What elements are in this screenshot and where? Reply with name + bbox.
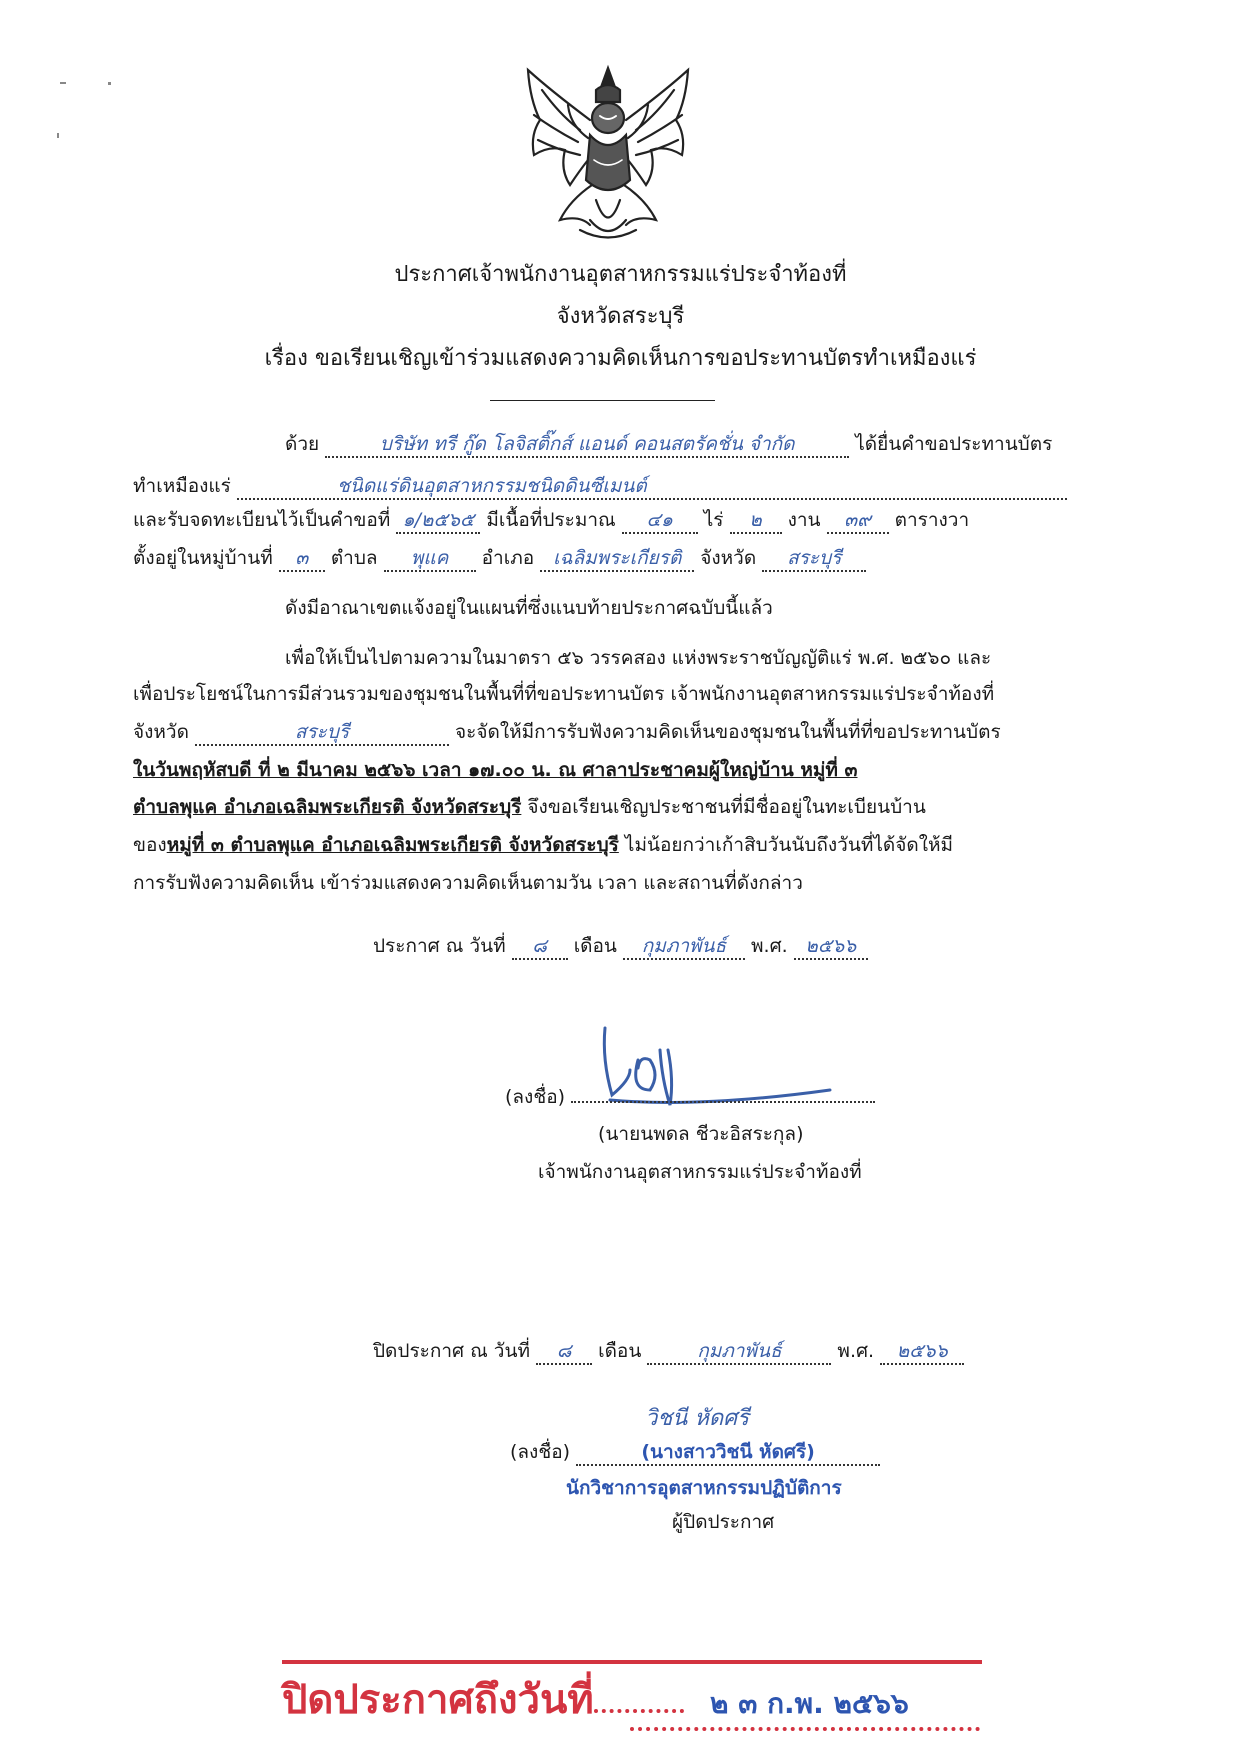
village-no: ๓ <box>295 547 309 569</box>
signatory-1-position: เจ้าพนักงานอุตสาหกรรมแร่ประจำท้องที่ <box>538 1161 862 1183</box>
wa-field <box>827 508 889 534</box>
announce-date-row <box>373 934 868 960</box>
label-province: จังหวัด <box>700 547 757 569</box>
posting-month: กุมภาพันธ์ <box>697 1340 782 1362</box>
request-no: ๑/๒๕๖๕ <box>402 509 475 531</box>
form-row-2 <box>133 474 1067 500</box>
posting-year: ๒๕๖๖ <box>896 1340 948 1362</box>
label-mine: ทำเหมืองแร่ <box>133 475 231 497</box>
announce-month: กุมภาพันธ์ <box>641 935 727 957</box>
rai-field <box>622 508 698 534</box>
signatory-1-name: (นายนพดล ชีวะอิสระกุล) <box>598 1123 804 1145</box>
form-row-4 <box>133 546 866 572</box>
announce-month-field <box>623 934 745 960</box>
resident-area: หมู่ที่ ๓ ตำบลพุแค อำเภอเฉลิมพระเกียรติ จังหวัดสระบุรี <box>166 834 619 856</box>
label-amphoe: อำเภอ <box>481 547 535 569</box>
rai-value: ๔๑ <box>646 509 673 531</box>
para-line-7: การรับฟังความคิดเห็น เข้าร่วมแสดงความคิดเห็นตามวัน เวลา และสถานที่ดังกล่าว <box>133 872 803 894</box>
village-field <box>279 546 325 572</box>
mineral-type: ชนิดแร่ดินอุตสาหกรรมชนิดดินซีเมนต์ <box>336 475 647 497</box>
amphoe-field <box>540 546 694 572</box>
tambon-field <box>384 546 476 572</box>
signature-2-handwritten: วิชนี หัดศรี <box>645 1406 749 1431</box>
province-value-2: สระบุรี <box>294 721 350 743</box>
form-row-1 <box>285 432 1052 458</box>
stamp-text: ปิดประกาศถึงวันที่ <box>282 1677 594 1723</box>
ngan-value: ๒ <box>749 509 762 531</box>
sign-label-2: (ลงชื่อ) <box>510 1441 571 1463</box>
label-year-2: พ.ศ. <box>837 1340 875 1362</box>
label-duay: ด้วย <box>285 433 320 455</box>
title-line-2: จังหวัดสระบุรี <box>556 304 685 329</box>
posting-month-field <box>647 1339 831 1365</box>
posting-end-stamp <box>282 1675 684 1725</box>
label-area: มีเนื้อที่ประมาณ <box>486 509 616 531</box>
garuda-emblem <box>520 60 695 245</box>
province-value: สระบุรี <box>787 547 842 569</box>
para-line-1: เพื่อให้เป็นไปตามความในมาตรา ๕๖ วรรคสอง แห่งพระราชบัญญัติแร่ พ.ศ. ๒๕๖๐ และ <box>285 647 992 669</box>
scan-speck <box>57 133 59 138</box>
stamp-top-line <box>282 1660 982 1664</box>
hearing-location: ตำบลพุแค อำเภอเฉลิมพระเกียรติ จังหวัดสระบุรี <box>133 796 522 818</box>
label-posting-date: ปิดประกาศ ณ วันที่ <box>373 1340 530 1362</box>
hearing-date-line: ในวันพฤหัสบดี ที่ ๒ มีนาคม ๒๕๖๖ เวลา ๑๗.๐๐ น. ณ ศาลาประชาคมผู้ใหญ่บ้าน หมู่ที่ ๓ <box>133 759 858 781</box>
signatory-2-position: นักวิชาการอุตสาหกรรมปฏิบัติการ <box>566 1477 842 1499</box>
wa-value: ๓๙ <box>844 509 872 531</box>
label-year: พ.ศ. <box>751 935 788 957</box>
announce-day: ๘ <box>532 935 547 957</box>
para-line-5 <box>133 795 926 819</box>
amphoe-value: เฉลิมพระเกียรติ <box>553 547 682 569</box>
request-no-field <box>396 508 480 534</box>
form-row-3 <box>133 508 969 534</box>
label-province-2: จังหวัด <box>133 721 189 743</box>
label-tambon: ตำบล <box>330 547 378 569</box>
announce-day-field <box>512 934 568 960</box>
label-ngan: งาน <box>787 509 821 531</box>
para-line-3 <box>133 720 1001 746</box>
tambon-value: พุแค <box>410 547 449 569</box>
label-request: ได้ยื่นคำขอประทานบัตร <box>855 433 1053 455</box>
signatory-2-name: (นางสาววิชนี หัดศรี) <box>641 1441 815 1463</box>
para-line-6-rest: ไม่น้อยกว่าเก้าสิบวันนับถึงวันที่ได้จัดให้มี <box>624 834 954 856</box>
label-request-no: และรับจดทะเบียนไว้เป็นคำขอที่ <box>133 509 391 531</box>
posting-day: ๘ <box>556 1340 572 1362</box>
signature-2-row <box>510 1440 880 1466</box>
para-line-6 <box>133 833 953 857</box>
posting-date-row <box>373 1339 964 1365</box>
title-line-1: ประกาศเจ้าพนักงานอุตสาหกรรมแร่ประจำท้องที่ <box>394 262 847 287</box>
stamp-date: ๒ ๓ ก.พ. ๒๕๖๖ <box>710 1687 909 1720</box>
signatory-2-role: ผู้ปิดประกาศ <box>672 1511 775 1533</box>
posting-year-field <box>880 1339 964 1365</box>
sign-label-1: (ลงชื่อ) <box>505 1086 566 1108</box>
para-line-5-rest: จึงขอเรียนเชิญประชาชนที่มีชื่ออยู่ในทะเบียนบ้าน <box>527 796 926 818</box>
label-announce-date: ประกาศ ณ วันที่ <box>373 935 506 957</box>
title-line-3: เรื่อง ขอเรียนเชิญเข้าร่วมแสดงความคิดเห็นการขอประทานบัตรทำเหมืองแร่ <box>264 346 977 371</box>
map-note: ดังมีอาณาเขตแจ้งอยู่ในแผนที่ซึ่งแนบท้ายประกาศฉบับนี้แล้ว <box>285 597 773 619</box>
label-rai: ไร่ <box>703 509 724 531</box>
label-wa: ตารางวา <box>894 509 970 531</box>
company-name: บริษัท ทรี กู๊ด โลจิสติ๊กส์ แอนด์ คอนสตรัคชั่น จำกัด <box>379 433 795 455</box>
stamp-dotted-line <box>630 1727 980 1731</box>
title-divider <box>490 400 715 401</box>
posting-day-field <box>536 1339 592 1365</box>
mineral-field <box>237 474 1067 500</box>
para-line-2: เพื่อประโยชน์ในการมีส่วนรวมของชุมชนในพื้นที่ที่ขอประทานบัตร เจ้าพนักงานอุตสาหกรรมแร่ประจำท้องที่ <box>133 683 995 705</box>
announce-year: ๒๕๖๖ <box>805 935 857 957</box>
company-field <box>325 432 849 458</box>
signature-1-row <box>505 1085 875 1109</box>
signature-1-line <box>571 1101 875 1103</box>
scan-speck <box>108 82 111 85</box>
province-field-2 <box>195 720 449 746</box>
scan-speck <box>60 82 66 84</box>
announce-year-field <box>794 934 868 960</box>
label-village: ตั้งอยู่ในหมู่บ้านที่ <box>133 547 273 569</box>
para-line-6-pre: ของ <box>133 834 167 856</box>
label-month-2: เดือน <box>598 1340 642 1362</box>
para-line-3-rest: จะจัดให้มีการรับฟังความคิดเห็นของชุมชนในพื้นที่ที่ขอประทานบัตร <box>455 721 1001 743</box>
signature-2-line <box>576 1440 880 1466</box>
ngan-field <box>730 508 782 534</box>
label-month: เดือน <box>573 935 617 957</box>
province-field <box>762 546 866 572</box>
